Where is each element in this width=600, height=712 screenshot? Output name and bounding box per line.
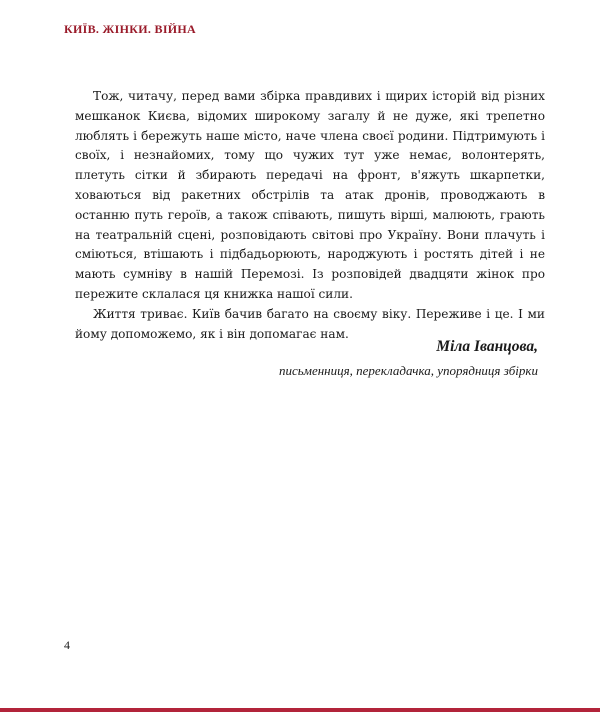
author-name: Міла Іванцова, — [436, 338, 538, 355]
author-signature — [279, 337, 538, 381]
page-bottom-edge — [0, 708, 600, 712]
author-role: письменниця, перекладачка, упорядниця збірки — [278, 363, 538, 378]
page-number: 4 — [64, 638, 70, 652]
paragraph-1: Тож, читачу, перед вами збірка правдивих і щирих історій від різних мешканок Києва, відомих широкому загалу й не дуже, які трепетно люблять і бережуть наше місто, наче члена своєї родини. Підтримують і своїх, і незнайомих, тому що чужих тут уже немає, волонтерять, плетуть сітки й збирають передачі на фронт, в'яжуть шкарпетки, ховаються від ракетних обстрілів та атак дронів, проводжають в останню путь героїв, а також співають, пишуть вірші, малюють, грають на театральній сцені, розповідають світові про Україну. Вони плачуть і сміються, втішають і підбадьорюють, народжують і ростять дітей і не мають сумніву в нашій Перемозі. Із розповідей двадцяти жінок про пережите склалася ця книжка нашої сили. — [75, 89, 545, 301]
running-header: КИЇВ. ЖІНКИ. ВІЙНА — [64, 22, 197, 36]
paragraph-2: Життя триває. Київ бачив багато на своєму віку. Переживе і це. І ми йому допоможемо, як і він допомагає нам. — [75, 306, 545, 341]
body-text — [75, 87, 545, 344]
